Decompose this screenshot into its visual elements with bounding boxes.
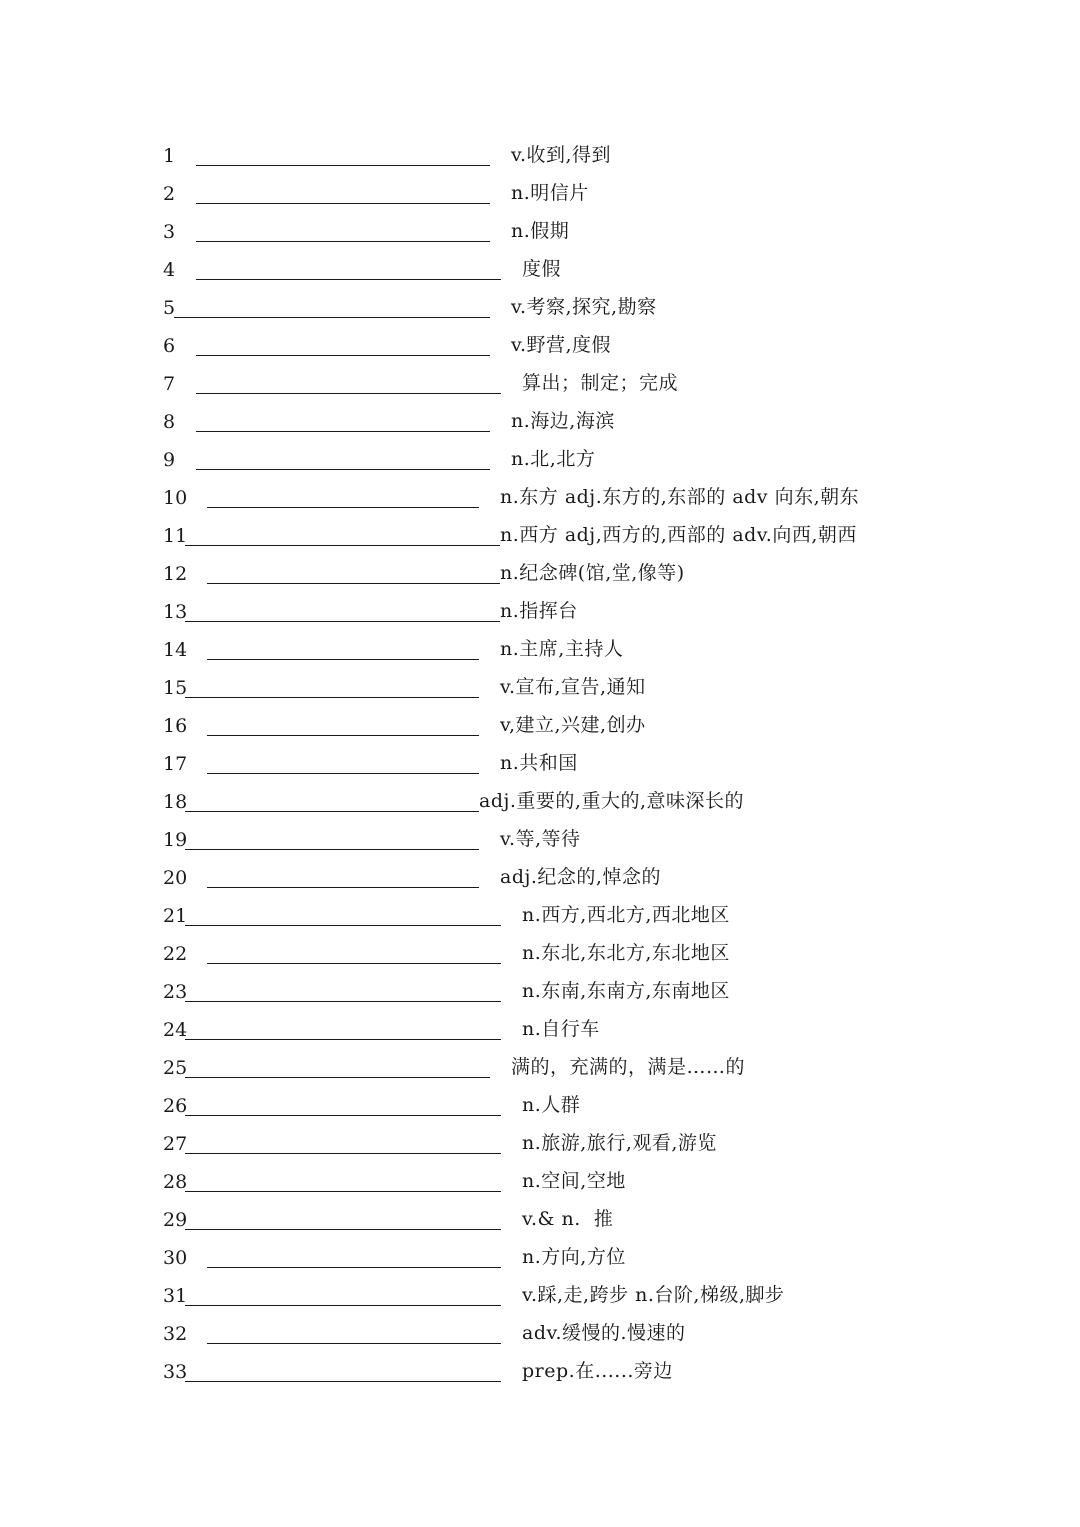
item-number: 7 bbox=[163, 373, 176, 395]
chinese-meaning: v.& n. 推 bbox=[522, 1208, 614, 1230]
vocab-row-1 bbox=[0, 141, 1080, 171]
chinese-meaning: n.明信片 bbox=[511, 182, 589, 204]
answer-blank[interactable] bbox=[185, 1001, 501, 1002]
answer-blank[interactable] bbox=[185, 697, 479, 698]
vocab-row-17 bbox=[0, 749, 1080, 779]
item-number: 15 bbox=[163, 677, 188, 699]
vocab-row-15 bbox=[0, 673, 1080, 703]
item-number: 14 bbox=[163, 639, 188, 661]
item-number: 18 bbox=[163, 791, 188, 813]
vocab-row-9 bbox=[0, 445, 1080, 475]
answer-blank[interactable] bbox=[207, 773, 479, 774]
answer-blank[interactable] bbox=[196, 279, 501, 280]
chinese-meaning: adj.重要的,重大的,意味深长的 bbox=[479, 790, 745, 812]
answer-blank[interactable] bbox=[207, 659, 479, 660]
item-number: 6 bbox=[163, 335, 176, 357]
chinese-meaning: n.人群 bbox=[522, 1094, 581, 1116]
vocab-row-18 bbox=[0, 787, 1080, 817]
item-number: 1 bbox=[163, 145, 176, 167]
item-number: 5 bbox=[163, 297, 176, 319]
item-number: 17 bbox=[163, 753, 188, 775]
vocab-row-28 bbox=[0, 1167, 1080, 1197]
item-number: 3 bbox=[163, 221, 176, 243]
chinese-meaning: v.宣布,宣告,通知 bbox=[500, 676, 646, 698]
chinese-meaning: adv.缓慢的.慢速的 bbox=[522, 1322, 686, 1344]
answer-blank[interactable] bbox=[196, 393, 501, 394]
vocab-row-11 bbox=[0, 521, 1080, 551]
chinese-meaning: n.海边,海滨 bbox=[511, 410, 615, 432]
item-number: 30 bbox=[163, 1247, 188, 1269]
vocab-row-33 bbox=[0, 1357, 1080, 1387]
answer-blank[interactable] bbox=[207, 507, 479, 508]
item-number: 23 bbox=[163, 981, 188, 1003]
item-number: 10 bbox=[163, 487, 188, 509]
answer-blank[interactable] bbox=[185, 849, 479, 850]
answer-blank[interactable] bbox=[207, 1343, 501, 1344]
answer-blank[interactable] bbox=[207, 1267, 501, 1268]
answer-blank[interactable] bbox=[185, 1191, 501, 1192]
answer-blank[interactable] bbox=[196, 203, 490, 204]
item-number: 27 bbox=[163, 1133, 188, 1155]
chinese-meaning: n.假期 bbox=[511, 220, 570, 242]
item-number: 25 bbox=[163, 1057, 188, 1079]
item-number: 22 bbox=[163, 943, 188, 965]
chinese-meaning: n.东方 adj.东方的,东部的 adv 向东,朝东 bbox=[500, 486, 860, 508]
chinese-meaning: v.考察,探究,勘察 bbox=[511, 296, 657, 318]
item-number: 29 bbox=[163, 1209, 188, 1231]
chinese-meaning: n.西方 adj,西方的,西部的 adv.向西,朝西 bbox=[500, 524, 857, 546]
chinese-meaning: 算出；制定；完成 bbox=[522, 372, 679, 394]
chinese-meaning: n.空间,空地 bbox=[522, 1170, 626, 1192]
chinese-meaning: v.踩,走,跨步 n.台阶,梯级,脚步 bbox=[522, 1284, 785, 1306]
vocab-row-7 bbox=[0, 369, 1080, 399]
item-number: 20 bbox=[163, 867, 188, 889]
vocab-row-21 bbox=[0, 901, 1080, 931]
item-number: 31 bbox=[163, 1285, 188, 1307]
vocab-row-27 bbox=[0, 1129, 1080, 1159]
chinese-meaning: n.共和国 bbox=[500, 752, 578, 774]
vocab-row-29 bbox=[0, 1205, 1080, 1235]
answer-blank[interactable] bbox=[185, 1305, 501, 1306]
answer-blank[interactable] bbox=[196, 431, 490, 432]
answer-blank[interactable] bbox=[196, 165, 490, 166]
vocab-row-32 bbox=[0, 1319, 1080, 1349]
answer-blank[interactable] bbox=[196, 241, 490, 242]
chinese-meaning: 满的，充满的，满是……的 bbox=[511, 1056, 746, 1078]
vocab-row-31 bbox=[0, 1281, 1080, 1311]
vocab-row-14 bbox=[0, 635, 1080, 665]
answer-blank[interactable] bbox=[185, 1115, 501, 1116]
vocab-row-19 bbox=[0, 825, 1080, 855]
answer-blank[interactable] bbox=[185, 1153, 501, 1154]
vocab-row-3 bbox=[0, 217, 1080, 247]
answer-blank[interactable] bbox=[185, 621, 500, 622]
answer-blank[interactable] bbox=[185, 1381, 501, 1382]
chinese-meaning: n.旅游,旅行,观看,游览 bbox=[522, 1132, 717, 1154]
answer-blank[interactable] bbox=[207, 735, 479, 736]
vocab-row-22 bbox=[0, 939, 1080, 969]
answer-blank[interactable] bbox=[185, 545, 500, 546]
chinese-meaning: 度假 bbox=[522, 258, 562, 280]
chinese-meaning: n.东南,东南方,东南地区 bbox=[522, 980, 730, 1002]
item-number: 16 bbox=[163, 715, 188, 737]
item-number: 2 bbox=[163, 183, 176, 205]
item-number: 24 bbox=[163, 1019, 188, 1041]
vocab-row-16 bbox=[0, 711, 1080, 741]
item-number: 8 bbox=[163, 411, 176, 433]
chinese-meaning: n.自行车 bbox=[522, 1018, 600, 1040]
answer-blank[interactable] bbox=[207, 583, 500, 584]
item-number: 13 bbox=[163, 601, 188, 623]
answer-blank[interactable] bbox=[207, 963, 501, 964]
vocab-row-2 bbox=[0, 179, 1080, 209]
vocab-row-24 bbox=[0, 1015, 1080, 1045]
vocab-row-12 bbox=[0, 559, 1080, 589]
vocab-row-4 bbox=[0, 255, 1080, 285]
item-number: 28 bbox=[163, 1171, 188, 1193]
chinese-meaning: n.北,北方 bbox=[511, 448, 596, 470]
chinese-meaning: v.收到,得到 bbox=[511, 144, 612, 166]
item-number: 21 bbox=[163, 905, 188, 927]
vocab-row-23 bbox=[0, 977, 1080, 1007]
answer-blank[interactable] bbox=[185, 811, 479, 812]
vocab-row-6 bbox=[0, 331, 1080, 361]
chinese-meaning: n.纪念碑(馆,堂,像等) bbox=[500, 562, 685, 584]
item-number: 12 bbox=[163, 563, 188, 585]
answer-blank[interactable] bbox=[185, 925, 501, 926]
vocab-row-10 bbox=[0, 483, 1080, 513]
answer-blank[interactable] bbox=[207, 887, 479, 888]
chinese-meaning: v.野营,度假 bbox=[511, 334, 612, 356]
chinese-meaning: v,建立,兴建,创办 bbox=[500, 714, 646, 736]
answer-blank[interactable] bbox=[185, 1039, 501, 1040]
vocab-row-20 bbox=[0, 863, 1080, 893]
chinese-meaning: prep.在......旁边 bbox=[522, 1360, 673, 1382]
chinese-meaning: n.指挥台 bbox=[500, 600, 578, 622]
item-number: 32 bbox=[163, 1323, 188, 1345]
vocab-row-5 bbox=[0, 293, 1080, 323]
answer-blank[interactable] bbox=[185, 1077, 490, 1078]
chinese-meaning: adj.纪念的,悼念的 bbox=[500, 866, 661, 888]
chinese-meaning: v.等,等待 bbox=[500, 828, 581, 850]
vocab-row-25 bbox=[0, 1053, 1080, 1083]
chinese-meaning: n.东北,东北方,东北地区 bbox=[522, 942, 730, 964]
item-number: 19 bbox=[163, 829, 188, 851]
item-number: 11 bbox=[163, 525, 188, 547]
item-number: 4 bbox=[163, 259, 176, 281]
chinese-meaning: n.西方,西北方,西北地区 bbox=[522, 904, 730, 926]
item-number: 26 bbox=[163, 1095, 188, 1117]
answer-blank[interactable] bbox=[185, 1229, 501, 1230]
vocab-row-13 bbox=[0, 597, 1080, 627]
item-number: 33 bbox=[163, 1361, 188, 1383]
chinese-meaning: n.方向,方位 bbox=[522, 1246, 626, 1268]
item-number: 9 bbox=[163, 449, 176, 471]
answer-blank[interactable] bbox=[174, 317, 490, 318]
vocab-row-30 bbox=[0, 1243, 1080, 1273]
answer-blank[interactable] bbox=[196, 469, 490, 470]
vocab-row-8 bbox=[0, 407, 1080, 437]
vocab-row-26 bbox=[0, 1091, 1080, 1121]
chinese-meaning: n.主席,主持人 bbox=[500, 638, 624, 660]
answer-blank[interactable] bbox=[196, 355, 490, 356]
